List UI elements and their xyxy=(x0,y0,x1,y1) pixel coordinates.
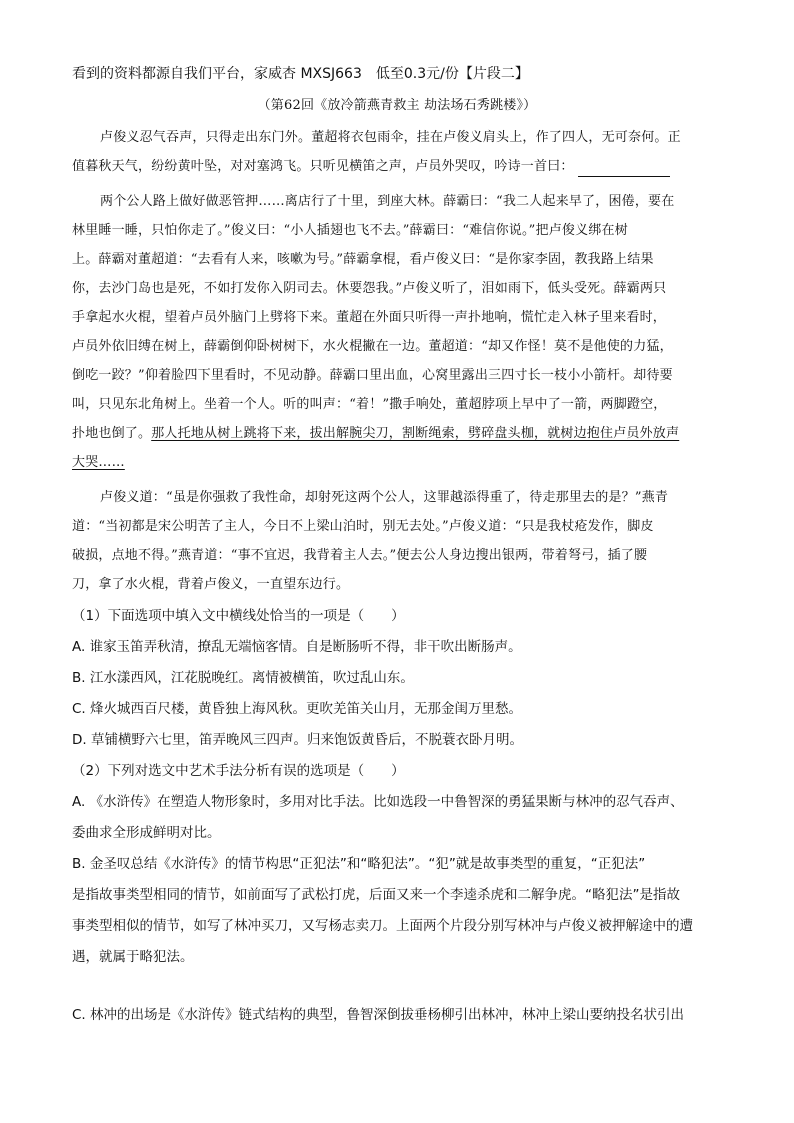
passage-line: 林里睡一睡，只怕你走了。”俊义曰：“小人插翅也飞不去。”薛霸曰：“难信你说。”把卢俊义绑在树 xyxy=(72,223,628,238)
question-2-option-b: B. 金圣叹总结《水浒传》的情节构思“正犯法”和“略犯法”。“犯”就是故事类型的重复，“正犯法” xyxy=(72,856,646,872)
question-2-option-b: 是指故事类型相同的情节，如前面写了武松打虎，后面又来一个李逵杀虎和二解争虎。“略犯法”是指故 xyxy=(72,887,680,903)
question-1-option-c: C. 烽火城西百尺楼，黄昏独上海风秋。更吹羌笛关山月，无那金闺万里愁。 xyxy=(72,701,523,717)
question-2-option-a: A. 《水浒传》在塑造人物形象时，多用对比手法。比如选段一中鲁智深的勇猛果断与林冲的忍气吞声、 xyxy=(72,794,684,810)
question-2-stem: （2）下列对选文中艺术手法分析有误的选项是（ ） xyxy=(72,763,405,779)
passage-text: 扑地也倒了。 xyxy=(72,426,152,441)
passage-line: 卢员外依旧缚在树上，薛霸倒仰卧树树下，水火棍撇在一边。董超道：“却又作怪！莫不是他使的力猛， xyxy=(72,339,673,354)
chapter-title: （第62回《放冷箭燕青救主 劫法场石秀跳楼》） xyxy=(257,98,537,113)
passage-line: 刀，拿了水火棍，背着卢俊义，一直望东边行。 xyxy=(72,577,350,592)
passage-line: 破损，点地不得。”燕青道：“事不宜迟，我背着主人去。”便去公人身边搜出银两，带着弩弓，插了腰 xyxy=(72,548,648,563)
passage-line: 卢俊义忍气吞声，只得走出东门外。董超将衣包雨伞，挂在卢俊义肩头上，作了四人，无可奈何。正 xyxy=(100,130,681,145)
question-1-option-a: A. 谁家玉笛弄秋清，撩乱无端恼客情。自是断肠听不得，非干吹出断肠声。 xyxy=(72,639,522,655)
answer-blank xyxy=(578,162,670,177)
passage-line xyxy=(72,424,679,444)
underlined-passage: 大哭…… xyxy=(72,455,125,470)
question-1-stem: （1）下面选项中填入文中横线处恰当的一项是（ ） xyxy=(72,608,405,624)
page-header: 看到的资料都源自我们平台，家威杏 MXSJ663 低至0.3元/份【片段二】 xyxy=(72,66,529,82)
passage-line: 上。薛霸对董超道：“去看有人来，咳嗽为号。”薛霸拿棍，看卢俊义曰：“是你家李固，教我路上结果 xyxy=(72,252,654,267)
passage-line: 你，去沙门岛也是死，不如打发你入阴司去。休要怨我。”卢俊义听了，泪如雨下，低头受死。薛霸两只 xyxy=(72,281,667,296)
passage-line: 卢俊义道：“虽是你强救了我性命，却射死这两个公人，这罪越添得重了，待走那里去的是？”燕青 xyxy=(100,490,669,505)
passage-line: 倒吃一跤？”仰着脸四下里看时，不见动静。薛霸口里出血，心窝里露出三四寸长一枝小小箭杆。却待要 xyxy=(72,368,673,383)
passage-line: 叫，只见东北角树上。坐着一个人。听的叫声：“着！”撒手响处，董超脖项上早中了一箭，两脚蹬空， xyxy=(72,397,667,412)
passage-text: 值暮秋天气，纷纷黄叶坠，对对塞鸿飞。只听见横笛之声，卢员外哭叹，吟诗一首曰： xyxy=(72,159,574,174)
passage-line xyxy=(72,157,670,177)
question-1-option-d: D. 草铺横野六七里，笛弄晚风三四声。归来饱饭黄昏后，不脱蓑衣卧月明。 xyxy=(72,732,523,748)
question-2-option-a: 委曲求全形成鲜明对比。 xyxy=(72,825,221,841)
passage-line: 手拿起水火棍，望着卢员外脑门上劈将下来。董超在外面只听得一声扑地响，慌忙走入林子里来看时， xyxy=(72,310,667,325)
question-2-option-c: C. 林冲的出场是《水浒传》链式结构的典型，鲁智深倒拔垂杨柳引出林冲，林冲上梁山要纳投名状引出 xyxy=(72,1007,685,1023)
question-2-option-b: 事类型相似的情节，如写了林冲买刀，又写杨志卖刀。上面两个片段分别写林冲与卢俊义被押解途中的遭 xyxy=(72,918,693,934)
question-1-option-b: B. 江水漾西风，江花脱晚红。离情被横笛，吹过乱山东。 xyxy=(72,670,414,686)
passage-line: 道：“当初都是宋公明苦了主人，今日不上梁山泊时，别无去处。”卢俊义道：“只是我杖疮发作，脚皮 xyxy=(72,519,654,534)
passage-line: 两个公人路上做好做恶管押……离店行了十里，到座大林。薛霸曰：“我二人起来早了，困倦，要在 xyxy=(100,194,675,209)
question-2-option-b: 遇，就属于略犯法。 xyxy=(72,949,194,965)
underlined-passage: 那人托地从树上跳将下来，拔出解腕尖刀，割断绳索，劈碎盘头枷，就树边抱住卢员外放声 xyxy=(151,426,680,441)
